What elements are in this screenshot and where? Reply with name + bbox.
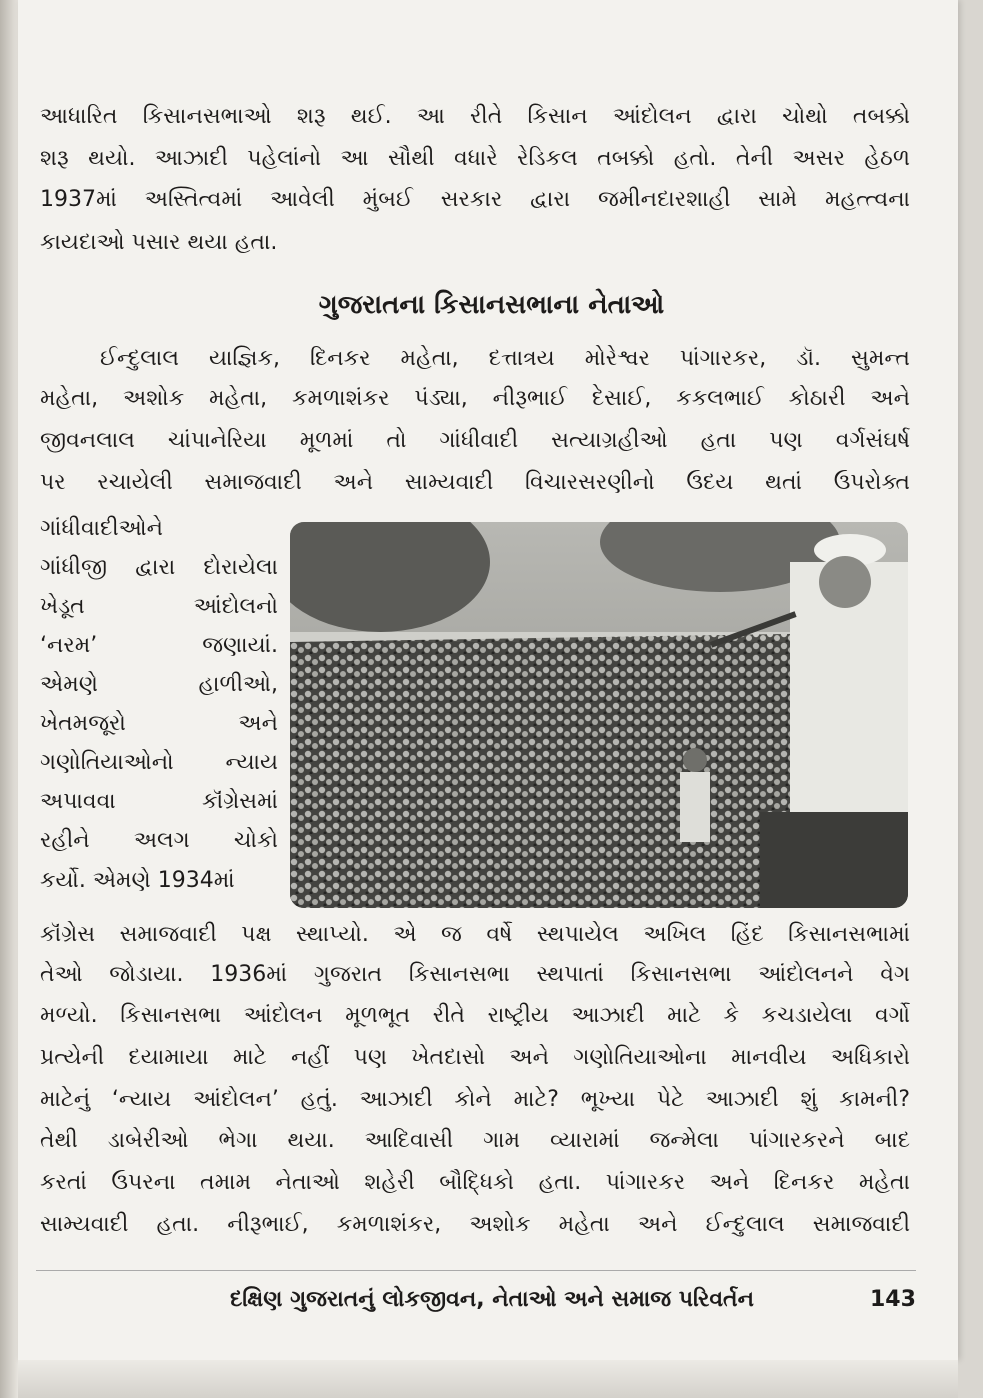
para3-line: સામ્યવાદી હતા. નીરૂભાઈ, કમળાશંકર, અશોક મહેતા અને ઈન્દુલાલ સમાજવાદી bbox=[40, 1212, 910, 1237]
para2-line: ઈન્દુલાલ યાજ્ઞિક, દિનકર મહેતા, દત્તાત્રય મોરેશ્વર પાંગારકર, ડૉ. સુમન્ત bbox=[100, 346, 910, 371]
para2-line: જીવનલાલ ચાંપાનેરિયા મૂળમાં તો ગાંધીવાદી સત્યાગ્રહીઓ હતા પણ વર્ગસંઘર્ષ bbox=[40, 428, 910, 453]
para3-line: તેઓ જોડાયા. 1936માં ગુજરાત કિસાનસભા સ્થપાતાં કિસાનસભા આંદોલનને વેગ bbox=[40, 962, 910, 987]
page-number: 143 bbox=[870, 1287, 916, 1312]
para3-line: મળ્યો. કિસાનસભા આંદોલન મૂળભૂત રીતે રાષ્ટ્રીય આઝાદી માટે કે કચડાયેલા વર્ગો bbox=[40, 1003, 910, 1028]
side-line: ગાંધીજી દ્વારા દોરાયેલા bbox=[40, 555, 278, 580]
para3-line: કૉંગ્રેસ સમાજવાદી પક્ષ સ્થાપ્યો. એ જ વર્ષે સ્થપાયેલ અખિલ હિંદ કિસાનસભામાં bbox=[40, 922, 910, 947]
book-binding bbox=[0, 0, 18, 1398]
footer-title: દક્ષિણ ગુજરાતનું લોકજીવન, નેતાઓ અને સમાજ પરિવર્તન bbox=[230, 1287, 755, 1312]
para3-line: કરતાં ઉપરના તમામ નેતાઓ શહેરી બૌદ્ધિકો હતા. પાંગારકર અને દિનકર મહેતા bbox=[40, 1170, 910, 1195]
side-line: ‘નરમ’ જણાયાં. bbox=[40, 633, 278, 658]
side-line: અપાવવા કૉંગ્રેસમાં bbox=[40, 789, 278, 814]
intro-line: 1937માં અસ્તિત્વમાં આવેલી મુંબઈ સરકાર દ્વારા જમીનદારશાહી સામે મહત્ત્વના bbox=[40, 187, 910, 212]
rally-photo-graphic bbox=[290, 522, 908, 908]
side-line: કર્યો. એમણે 1934માં bbox=[40, 868, 235, 893]
page-edge bbox=[18, 1360, 958, 1398]
section-heading: ગુજરાતના કિસાનસભાના નેતાઓ bbox=[318, 290, 665, 320]
footer-rule bbox=[36, 1270, 916, 1271]
para2-line: પર રચાયેલી સમાજવાદી અને સામ્યવાદી વિચારસરણીનો ઉદય થતાં ઉપરોક્ત bbox=[40, 470, 910, 495]
side-line: ખેતમજૂરો અને bbox=[40, 711, 278, 736]
para2-line: મહેતા, અશોક મહેતા, કમળાશંકર પંડ્યા, નીરૂભાઈ દેસાઈ, કકલભાઈ કોઠારી અને bbox=[40, 386, 910, 411]
rally-photo bbox=[290, 522, 908, 908]
para3-line: માટેનું ‘ન્યાય આંદોલન’ હતું. આઝાદી કોને માટે? ભૂખ્યા પેટે આઝાદી શું કામની? bbox=[40, 1087, 910, 1112]
side-line: ગાંધીવાદીઓને bbox=[40, 516, 164, 541]
side-line: એમણે હાળીઓ, bbox=[40, 672, 278, 697]
intro-line: કાયદાઓ પસાર થયા હતા. bbox=[40, 230, 278, 255]
para3-line: તેથી ડાબેરીઓ ભેગા થયા. આદિવાસી ગામ વ્યારામાં જન્મેલા પાંગારકરને બાદ bbox=[40, 1128, 910, 1153]
side-line: રહીને અલગ ચોકો bbox=[40, 828, 278, 853]
intro-line: આધારિત કિસાનસભાઓ શરૂ થઈ. આ રીતે કિસાન આંદોલન દ્વારા ચોથો તબક્કો bbox=[40, 104, 910, 129]
side-line: ગણોતિયાઓનો ન્યાય bbox=[40, 750, 278, 775]
side-line: ખેડૂત આંદોલનો bbox=[40, 594, 278, 619]
intro-line: શરૂ થયો. આઝાદી પહેલાંનો આ સૌથી વધારે રેડિકલ તબક્કો હતો. તેની અસર હેઠળ bbox=[40, 146, 910, 171]
para3-line: પ્રત્યેની દયામાયા માટે નહીં પણ ખેતદાસો અને ગણોતિયાઓના માનવીય અધિકારો bbox=[40, 1045, 910, 1070]
